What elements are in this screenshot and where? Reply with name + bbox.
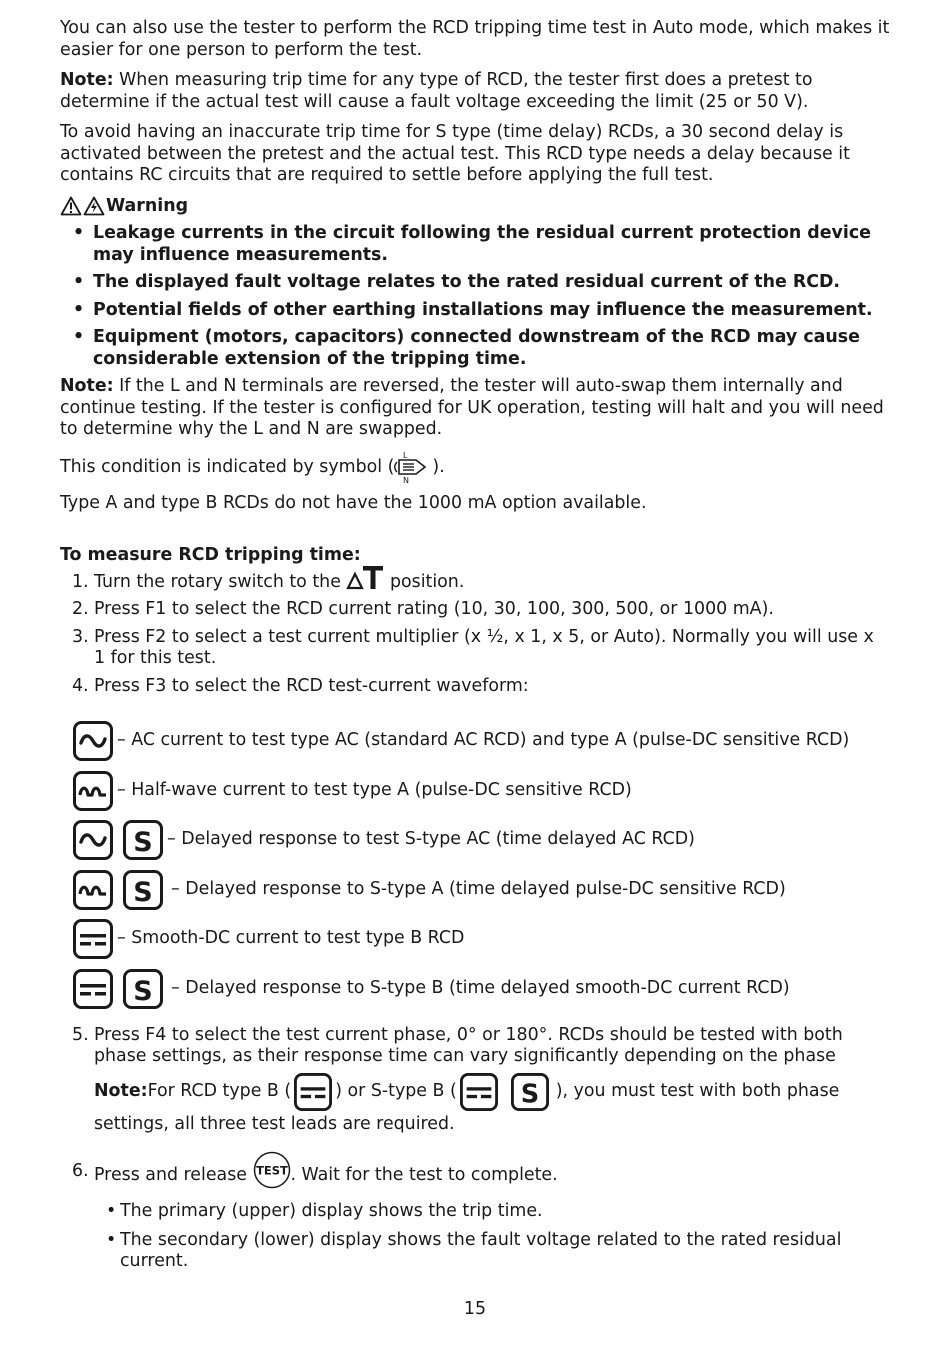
waveform-row: – AC current to test type AC (standard AC RCD) and type A (pulse-DC sensitive RCD) xyxy=(73,719,890,763)
procedure-step: 2. Press F1 to select the RCD current rating (10, 30, 100, 300, 500, or 1000 mA). xyxy=(72,599,774,619)
warning-item: • The displayed fault voltage relates to the rated residual current of the RCD. xyxy=(73,272,841,292)
smooth-dc-icon xyxy=(73,969,113,1009)
intro-paragraph: You can also use the tester to perform the RCD tripping time test in Auto mode, which makes it easier for one person to perform the test. xyxy=(60,18,890,60)
smooth-dc-icon xyxy=(294,1073,332,1111)
warning-item: • Equipment (motors, capacitors) connected downstream of the RCD may cause considerable extension of the tripping time. xyxy=(73,327,860,369)
ac-wave-icon xyxy=(73,721,113,761)
note-label: Note: xyxy=(60,70,114,90)
s-type-icon xyxy=(123,820,163,860)
warning-heading xyxy=(60,196,890,218)
procedure-step: 1. Turn the rotary switch to the position. xyxy=(60,572,890,594)
pretest-note xyxy=(60,70,890,113)
svg-text:S: S xyxy=(133,876,153,908)
smooth-dc-icon xyxy=(73,919,113,959)
waveform-row: S – Delayed response to S-type A (time delayed pulse-DC sensitive RCD) xyxy=(73,868,890,912)
svg-text:S: S xyxy=(133,975,153,1007)
svg-text:L: L xyxy=(403,450,408,460)
delta-t-icon xyxy=(346,565,384,591)
waveform-row: S – Delayed response to S-type B (time delayed smooth-DC current RCD) xyxy=(73,967,890,1011)
smooth-dc-icon xyxy=(460,1073,498,1111)
svg-text:N: N xyxy=(403,475,410,484)
ln-swap-icon xyxy=(394,450,432,484)
s-type-icon xyxy=(123,969,163,1009)
warning-item: • Leakage currents in the circuit following the residual current protection device may influence measurements. xyxy=(73,223,871,265)
high-voltage-triangle-icon xyxy=(83,196,105,216)
s-type-delay-paragraph: To avoid having an inaccurate trip time for S type (time delay) RCDs, a 30 second delay is activated between the pretest and the actual test. This RCD type needs a delay because it contains RC circuits that are required to settle before applying the full test. xyxy=(60,122,850,185)
note-text: If the L and N terminals are reversed, the tester will auto-swap them internally and continue testing. If the tester is configured for UK operation, testing will halt and you will need to determine why the L and N are swapped. xyxy=(60,376,884,439)
note-label: Note: xyxy=(60,376,114,396)
caution-triangle-icon xyxy=(60,196,82,216)
waveform-row: – Smooth-DC current to test type B RCD xyxy=(73,917,890,961)
half-wave-icon xyxy=(73,870,113,910)
waveform-row: – Half-wave current to test type A (pulse-DC sensitive RCD) xyxy=(73,769,890,813)
svg-text:S: S xyxy=(133,827,153,858)
procedure-step: 5. Press F4 to select the test current phase, 0° or 180°. RCDs should be tested with both phase settings, as their response time can vary significantly depending on the phase xyxy=(72,1024,843,1066)
svg-text:S: S xyxy=(520,1078,539,1109)
condition-paragraph: This condition is indicated by symbol ( L N ). xyxy=(60,450,445,484)
note-label: Note: xyxy=(94,1080,148,1101)
s-type-icon xyxy=(511,1073,549,1111)
procedure-step: 4. Press F3 to select the RCD test-current waveform: xyxy=(72,675,529,696)
waveform-row: S – Delayed response to test S-type AC (time delayed AC RCD) xyxy=(73,818,890,862)
result-item: • The primary (upper) display shows the trip time. xyxy=(106,1201,543,1221)
s-type-icon xyxy=(123,870,163,910)
note-text: When measuring trip time for any type of RCD, the tester first does a pretest to determine if the actual test will cause a fault voltage exceeding the limit (25 or 50 V). xyxy=(60,70,813,112)
procedure-heading: To measure RCD tripping time: xyxy=(60,545,361,565)
warning-title: Warning xyxy=(106,195,189,216)
test-button-icon xyxy=(253,1151,291,1189)
type-ab-paragraph: Type A and type B RCDs do not have the 1000 mA option available. xyxy=(60,492,647,513)
result-item: • The secondary (lower) display shows the fault voltage related to the rated residual current. xyxy=(106,1229,842,1271)
warning-list xyxy=(60,223,890,370)
type-b-note-continued: settings, all three test leads are required. xyxy=(94,1113,455,1134)
half-wave-icon xyxy=(73,771,113,811)
svg-text:TEST: TEST xyxy=(255,1163,288,1178)
manual-page xyxy=(60,18,890,1280)
procedure-step: 3. Press F2 to select a test current multiplier (x ½, x 1, x 5, or Auto). Normally you will use x 1 for this test. xyxy=(72,626,874,668)
type-b-note: Note: For RCD type B ( ) or S-type B ( S ), you must test with both phase xyxy=(94,1072,890,1112)
warning-item: • Potential fields of other earthing installations may influence the measurement. xyxy=(73,299,873,320)
procedure-step: 6. Press and release TEST . Wait for the test to complete. xyxy=(60,1161,890,1189)
page-number: 15 xyxy=(463,1299,487,1319)
ac-wave-icon xyxy=(73,820,113,860)
ln-swap-note xyxy=(60,376,890,441)
